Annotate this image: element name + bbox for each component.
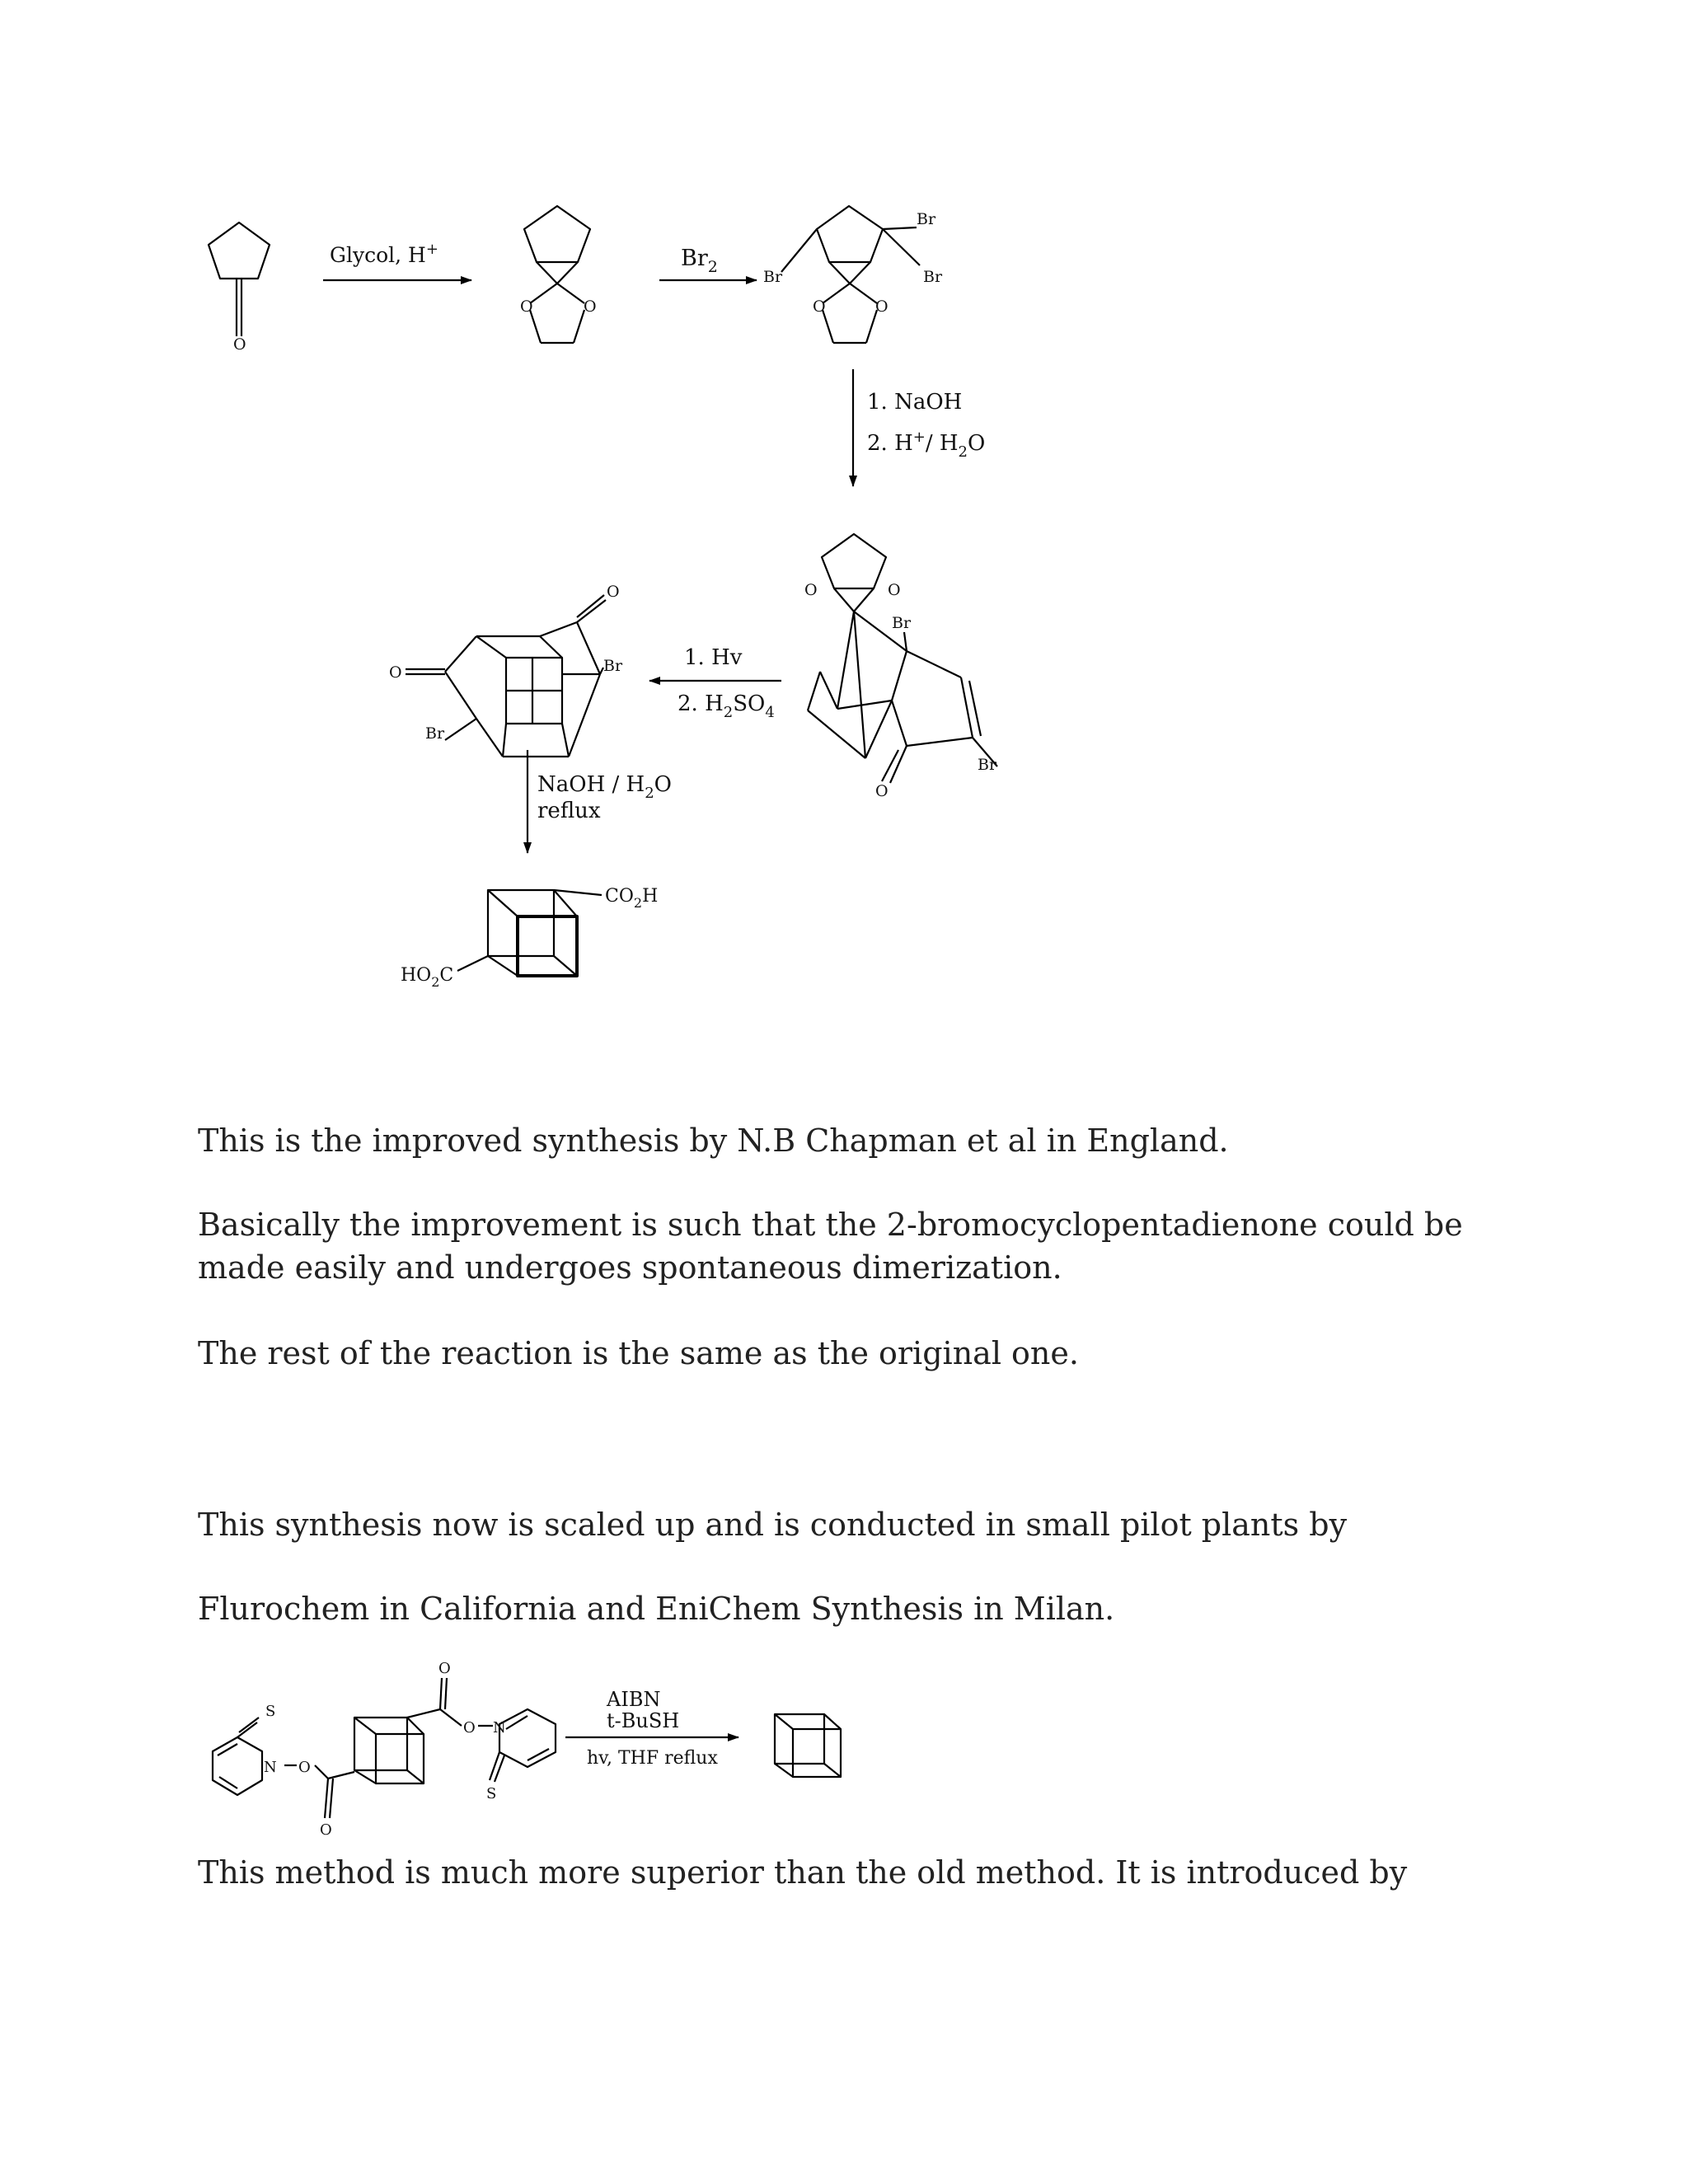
reagent-glycol-label: Glycol, H+: [330, 241, 438, 267]
left-pyridinethione-ester-structure: [213, 1718, 354, 1818]
tribromo-ketal-structure: [781, 206, 920, 343]
cubane-product-structure: [775, 1714, 841, 1777]
atom-o: O: [233, 335, 246, 354]
atom-br: Br: [917, 210, 936, 228]
atom-o: O: [875, 298, 889, 316]
reagent-bromine-label: $Br_2$: [681, 246, 718, 276]
reagent-naoh-water-label: NaOH / $H_2O$: [537, 772, 672, 802]
atom-o: O: [520, 298, 533, 316]
atom-o: O: [813, 298, 826, 316]
atom-br: Br: [425, 724, 445, 743]
atom-n: N: [264, 1759, 277, 1776]
atom-o: O: [804, 581, 818, 599]
atom-o: O: [320, 1821, 332, 1839]
paragraph-rest-of-reaction: The rest of the reaction is the same as the original one.: [198, 1335, 1079, 1371]
scheme1-labels: [233, 210, 997, 990]
reagent-reflux-label: reflux: [537, 799, 601, 823]
reagent-tbush-label: t-BuSH: [607, 1709, 680, 1732]
reagent-acid-water-label: 2. H+/ $H_2O$: [867, 429, 986, 461]
reaction-conditions-label: hv, THF reflux: [587, 1748, 718, 1769]
atom-o: O: [607, 583, 620, 601]
paragraph-scaled-up: This synthesis now is scaled up and is conducted in small pilot plants by: [198, 1507, 1348, 1543]
synthesis-scheme-cubane-dicarboxylic-acid: [0, 0, 1688, 1071]
atom-br: Br: [923, 268, 943, 286]
atom-s: S: [265, 1703, 276, 1720]
atom-br: Br: [603, 657, 623, 675]
carboxylic-acid-left-label: $HO_2C$: [401, 965, 454, 990]
atom-n: N: [493, 1719, 506, 1736]
reagent-naoh-label: 1. NaOH: [867, 390, 963, 415]
paragraph-chapman: This is the improved synthesis by N.B Chapman et al in England.: [198, 1122, 1229, 1159]
paragraph-improvement: Basically the improvement is such that the 2-bromocyclopentadienone could be made easily and undergoes spontaneous dimerization.: [198, 1207, 1463, 1286]
atom-o: O: [888, 581, 901, 599]
paragraph-flurochem: Flurochem in California and EniChem Synthesis in Milan.: [198, 1591, 1115, 1627]
atom-o: O: [875, 782, 889, 800]
atom-s: S: [486, 1785, 497, 1802]
cyclopentanone-ketal-structure: [524, 206, 590, 343]
reagent-sulfuric-acid-label: 2. $H_2SO_4$: [678, 691, 775, 721]
atom-br: Br: [763, 268, 783, 286]
atom-o: O: [463, 1719, 476, 1736]
atom-o: O: [389, 663, 402, 682]
atom-o: O: [584, 298, 597, 316]
atom-o: O: [298, 1759, 311, 1776]
reagent-aibn-label: AIBN: [607, 1688, 661, 1711]
paragraph-superior-method: This method is much more superior than the old method. It is introduced by: [198, 1854, 1408, 1891]
cubane-diester-core-structure: [354, 1709, 440, 1783]
atom-o: O: [438, 1660, 451, 1677]
reagent-hv-label: 1. Hv: [684, 645, 743, 670]
carboxylic-acid-right-label: $CO_2H$: [605, 886, 659, 911]
synthesis-scheme-cubane-decarboxylation: [0, 1648, 1688, 1846]
cyclopentanone-structure: [209, 223, 270, 336]
cubane-dicarboxylic-acid-structure: [457, 890, 602, 976]
atom-br: Br: [978, 756, 997, 774]
bromocyclopentadienone-dimer-structure: [808, 534, 997, 783]
atom-br: Br: [892, 614, 912, 632]
